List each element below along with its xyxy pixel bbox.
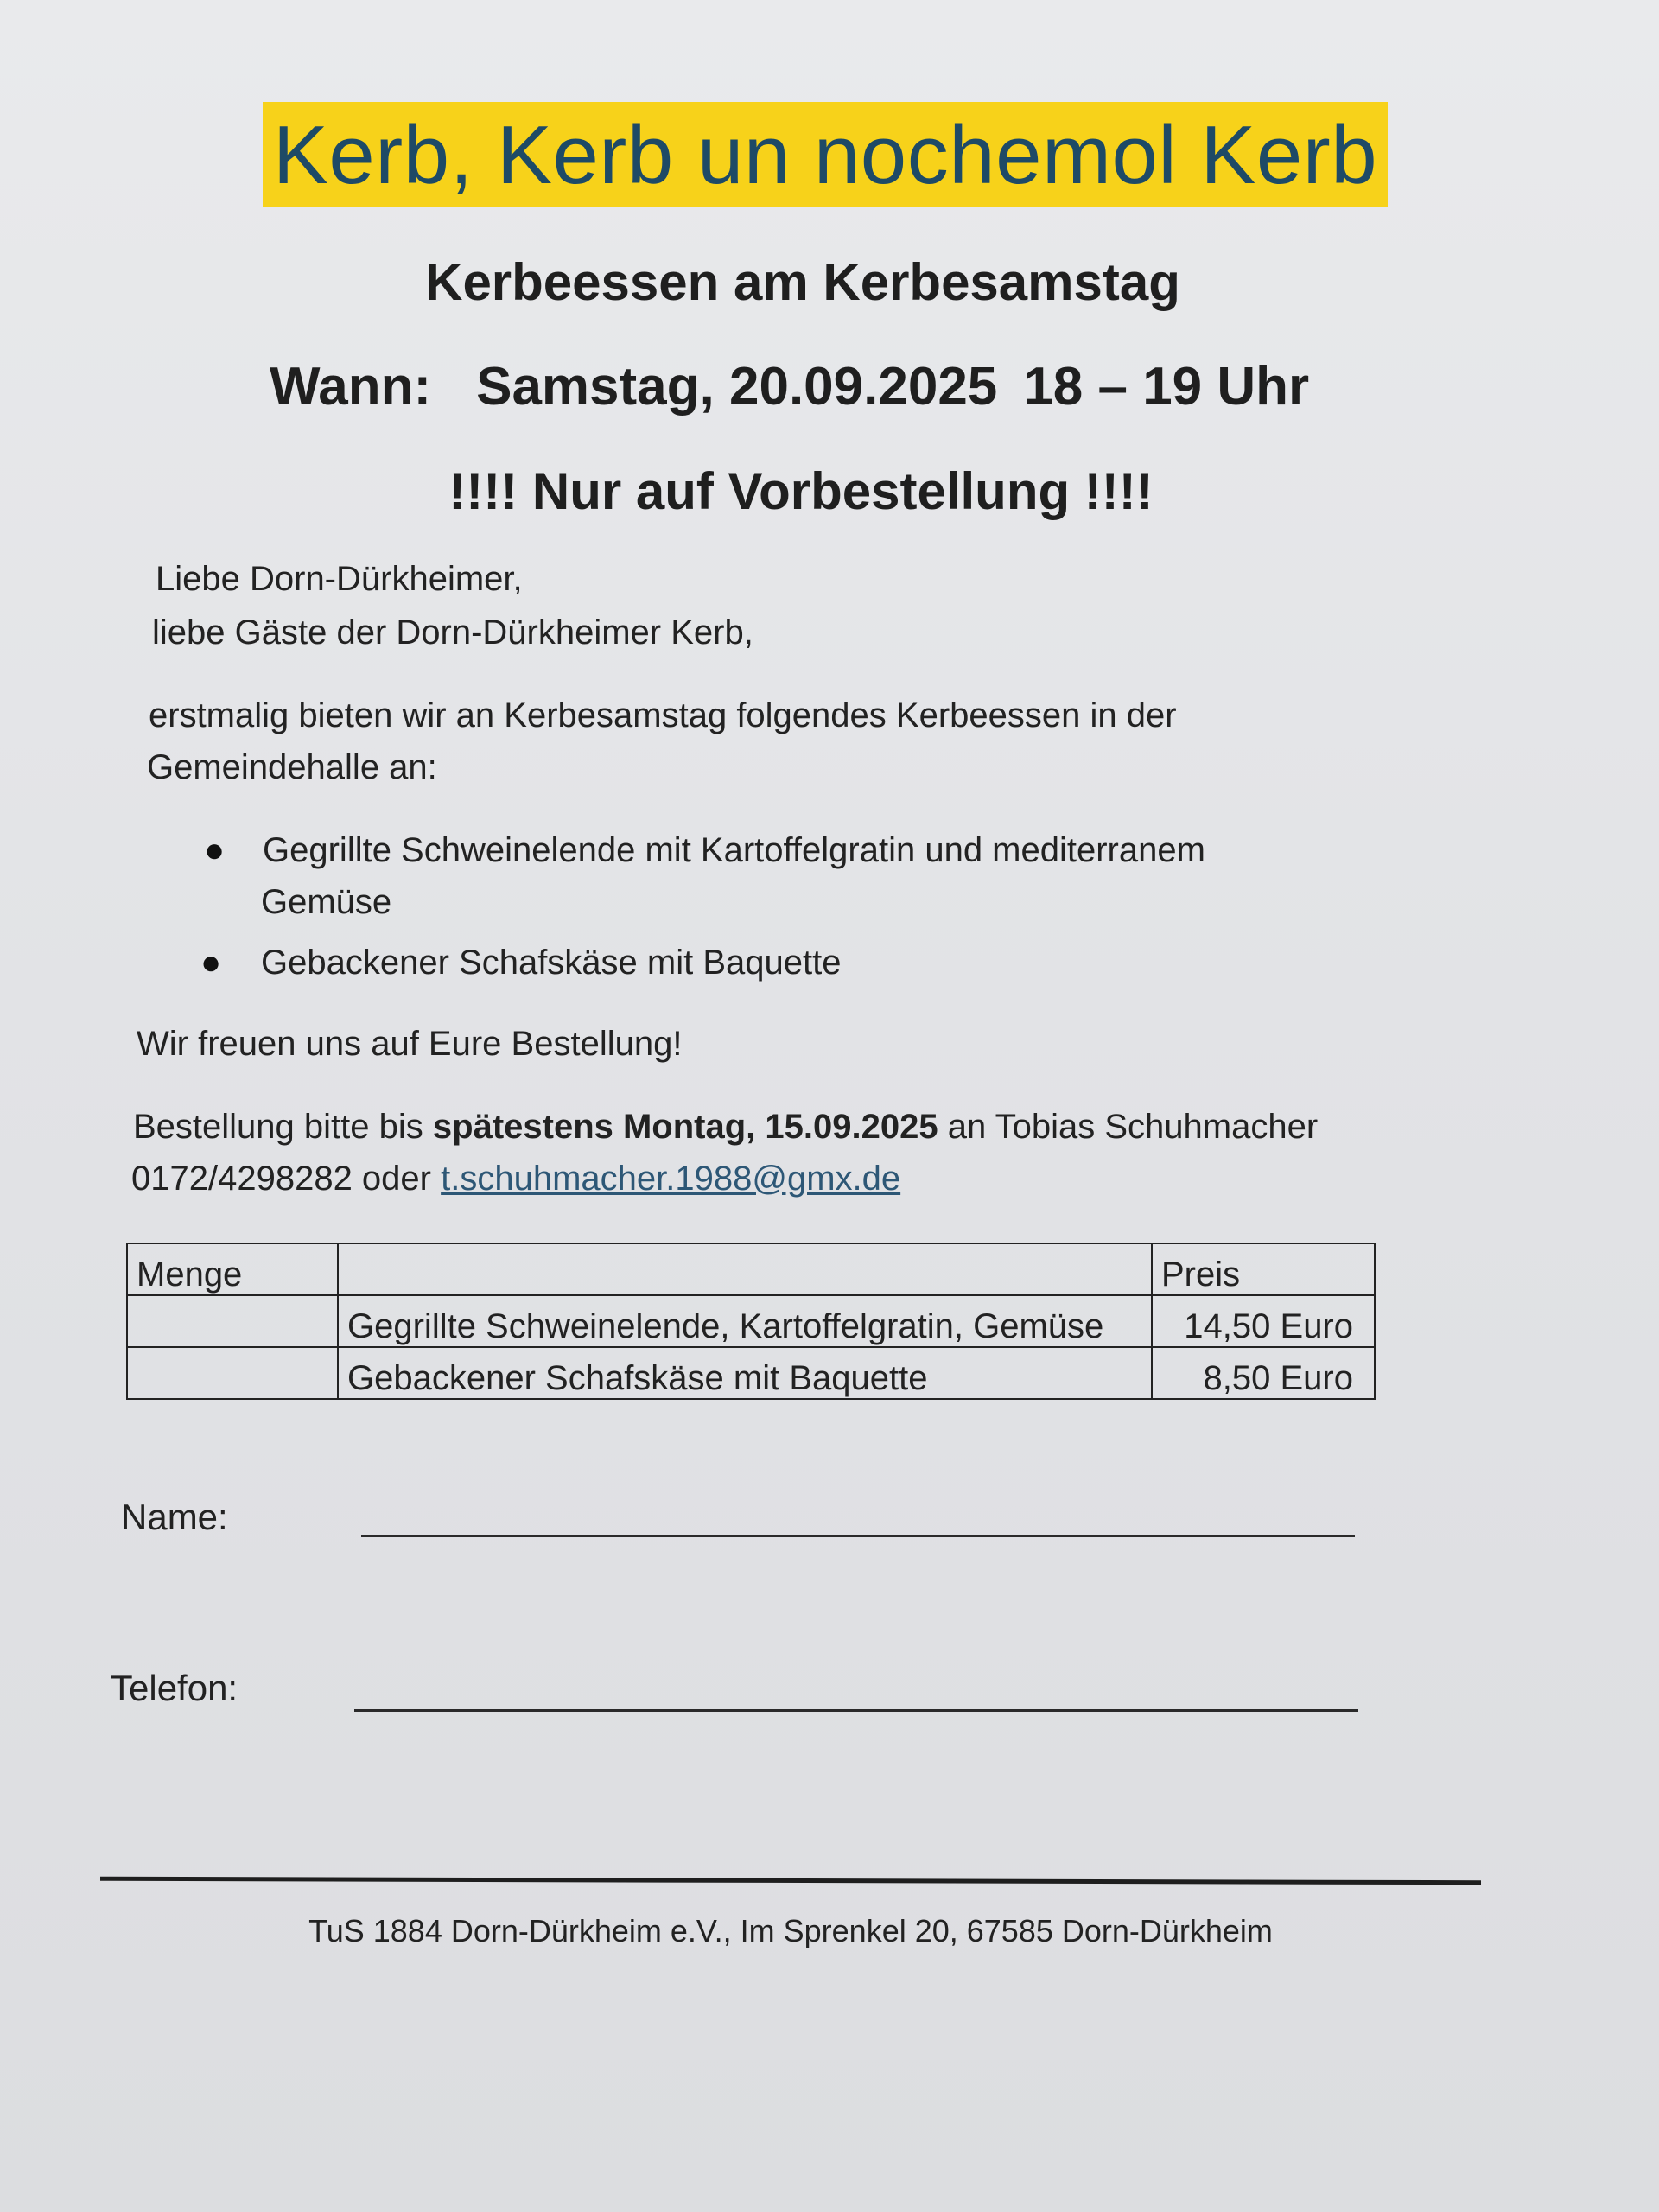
order-table [126, 1243, 1376, 1400]
title-container [0, 102, 1659, 207]
email-link[interactable]: t.schuhmacher.1988@gmx.de [441, 1160, 901, 1198]
table-header-row [127, 1243, 1375, 1295]
item-cell: Gebackener Schafskäse mit Baquette [338, 1347, 1152, 1399]
intro-line-2: Gemeindehalle an: [147, 748, 437, 786]
qty-cell[interactable] [127, 1295, 338, 1347]
closing-text: Wir freuen uns auf Eure Bestellung! [137, 1025, 683, 1063]
menu-item-2: Gebackener Schafskäse mit Baquette [261, 944, 842, 982]
phone-label: Telefon: [111, 1668, 238, 1708]
intro-line-1: erstmalig bieten wir an Kerbesamstag folgendes Kerbeessen in der [149, 696, 1177, 734]
menu-item-1-line-2: Gemüse [261, 883, 392, 921]
price-cell: 8,50 Euro [1152, 1347, 1375, 1399]
greeting-line-1: Liebe Dorn-Dürkheimer, [156, 560, 523, 598]
event-when [270, 356, 1309, 417]
order-info-line-1 [133, 1108, 1318, 1147]
item-cell: Gegrillte Schweinelende, Kartoffelgratin, Gemüse [338, 1295, 1152, 1347]
price-cell: 14,50 Euro [1152, 1295, 1375, 1347]
name-label: Name: [121, 1497, 228, 1537]
event-subtitle: Kerbeessen am Kerbesamstag [425, 253, 1180, 311]
when-time: 18 – 19 Uhr [1023, 357, 1310, 416]
page-title: Kerb, Kerb un nochemol Kerb [263, 102, 1388, 207]
bullet-icon: ● [200, 944, 222, 982]
footer-address: TuS 1884 Dorn-Dürkheim e.V., Im Sprenkel 20, 67585 Dorn-Dürkheim [308, 1913, 1273, 1948]
phone-field[interactable] [354, 1709, 1358, 1712]
table-row [127, 1347, 1375, 1399]
header-menge: Menge [127, 1243, 338, 1295]
greeting-line-2: liebe Gäste der Dorn-Dürkheimer Kerb, [152, 613, 753, 652]
menu-item-1-line-1: Gegrillte Schweinelende mit Kartoffelgratin und mediterranem [263, 831, 1205, 869]
when-label: Wann: [270, 357, 432, 416]
table-row [127, 1295, 1375, 1347]
when-date: Samstag, 20.09.2025 [476, 357, 998, 416]
footer-divider [100, 1877, 1481, 1885]
order-contact: an Tobias Schuhmacher [947, 1108, 1319, 1146]
bullet-icon: ● [204, 831, 226, 869]
preorder-notice: !!!! Nur auf Vorbestellung !!!! [448, 462, 1154, 520]
qty-cell[interactable] [127, 1347, 338, 1399]
order-info-line-2 [131, 1160, 900, 1198]
order-deadline: spätestens Montag, 15.09.2025 [432, 1108, 938, 1146]
header-preis: Preis [1152, 1243, 1375, 1295]
order-prefix: Bestellung bitte bis [133, 1108, 423, 1146]
order-phone: 0172/4298282 oder [131, 1160, 431, 1198]
header-item [338, 1243, 1152, 1295]
name-field[interactable] [361, 1535, 1355, 1537]
